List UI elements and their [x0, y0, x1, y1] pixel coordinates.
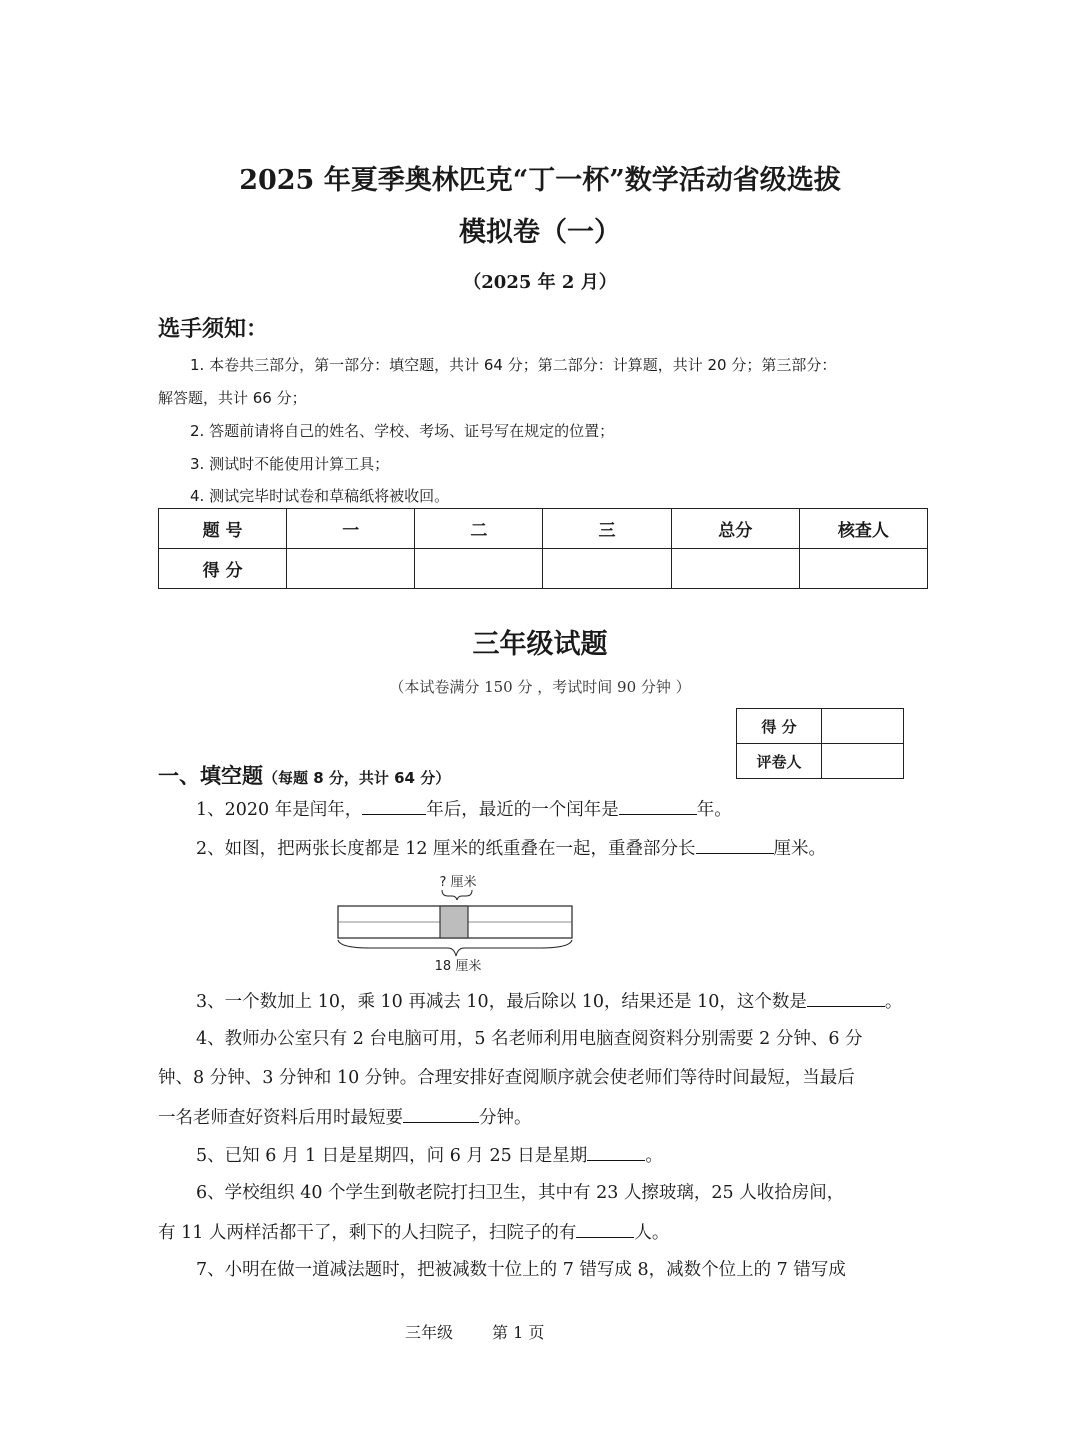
answer-blank[interactable] [619, 798, 697, 815]
overlap-region [440, 906, 468, 938]
grade-title: 三年级试题 [472, 629, 608, 660]
question-4-line2: 钟、8 分钟、3 分钟和 10 分钟。合理安排好查阅顺序就会使老师们等待时间最短，当最后 [158, 1068, 855, 1088]
footer-grade: 三年级 [405, 1323, 454, 1342]
notice-item-3: 3. 测试时不能使用计算工具； [190, 455, 390, 473]
question-1: 1、2020 年是闰年， 年后，最近的一个闰年是 年。 [196, 800, 732, 820]
score-header-total: 总分 [671, 509, 799, 549]
notice-item-2: 2. 答题前请将自己的姓名、学校、考场、证号写在规定的位置； [190, 422, 615, 440]
score-cell-total [671, 549, 799, 589]
notice-item-4: 4. 测试完毕时试卷和草稿纸将被收回。 [190, 487, 450, 505]
answer-blank[interactable] [362, 798, 426, 815]
score-cell-3 [543, 549, 671, 589]
question-4-line1: 4、教师办公室只有 2 台电脑可用，5 名老师利用电脑查阅资料分别需要 2 分钟、6 分 [196, 1029, 863, 1049]
score-header-2: 二 [415, 509, 543, 549]
exam-subtitle: 模拟卷（一） [459, 217, 621, 248]
score-header-checker: 核查人 [799, 509, 927, 549]
answer-blank[interactable] [807, 990, 885, 1007]
question-6-line1: 6、学校组织 40 个学生到敬老院打扫卫生，其中有 23 人擦玻璃，25 人收拾房间， [196, 1183, 845, 1203]
score-header-label: 题 号 [159, 509, 287, 549]
footer-page: 第 1 页 [492, 1323, 545, 1342]
score-cell-1 [287, 549, 415, 589]
section-note: （每题 8 分，共计 64 分） [263, 769, 451, 787]
question-5: 5、已知 6 月 1 日是星期四，问 6 月 25 日是星期 。 [196, 1146, 663, 1166]
question-2: 2、如图，把两张长度都是 12 厘米的纸重叠在一起，重叠部分长 厘米。 [196, 839, 827, 859]
exam-date: （2025 年 2 月） [463, 272, 617, 293]
answer-blank[interactable] [587, 1144, 645, 1161]
question-6-line2: 有 11 人两样活都干了，剩下的人扫院子，扫院子的有 人。 [158, 1223, 670, 1243]
score-cell-checker [799, 549, 927, 589]
question-4-line3: 一名老师查好资料后用时最短要 分钟。 [158, 1108, 532, 1128]
grader-table [736, 708, 904, 779]
exam-title: 2025 年夏季奥林匹克“丁一杯”数学活动省级选拔 [239, 165, 841, 196]
grade-subtitle: （本试卷满分 150 分 ，考试时间 90 分钟 ） [389, 678, 691, 696]
question-7-line1: 7、小明在做一道减法题时，把被减数十位上的 7 错写成 8，减数个位上的 7 错写成 [196, 1260, 846, 1280]
grader-score-cell [822, 709, 904, 744]
notice-heading: 选手须知： [158, 317, 269, 342]
grader-name-cell [822, 744, 904, 779]
score-table [158, 508, 928, 589]
notice-item-1b: 解答题，共计 66 分； [158, 389, 307, 407]
answer-blank[interactable] [403, 1106, 479, 1123]
notice-item-1a: 1. 本卷共三部分，第一部分：填空题，共计 64 分；第二部分：计算题，共计 20 分；第三部分： [190, 356, 837, 374]
score-header-3: 三 [543, 509, 671, 549]
section-title: 一、填空题 [158, 764, 263, 788]
overlap-paper-figure [330, 868, 580, 978]
answer-blank[interactable] [696, 837, 774, 854]
score-header-1: 一 [287, 509, 415, 549]
grader-name-label: 评卷人 [737, 744, 822, 779]
fig-bottom-label: 18 厘米 [434, 959, 482, 974]
section-heading [158, 760, 450, 790]
grader-score-label: 得 分 [737, 709, 822, 744]
score-cell-2 [415, 549, 543, 589]
question-3: 3、一个数加上 10，乘 10 再减去 10，最后除以 10，结果还是 10，这个数是 。 [196, 992, 903, 1012]
answer-blank[interactable] [576, 1221, 634, 1238]
fig-top-label: ? 厘米 [439, 875, 477, 890]
score-row-label: 得 分 [159, 549, 287, 589]
